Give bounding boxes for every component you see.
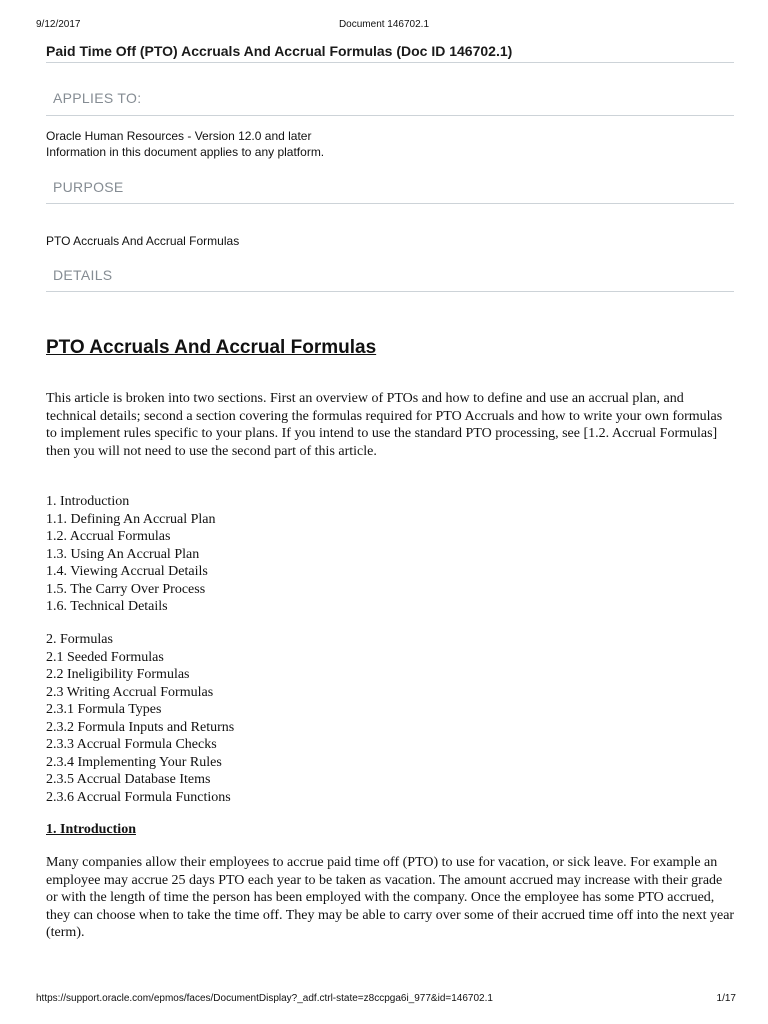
toc-item: 1.5. The Carry Over Process xyxy=(46,581,206,597)
purpose-heading: PURPOSE xyxy=(53,179,124,195)
print-document-label: Document 146702.1 xyxy=(338,19,430,30)
details-divider xyxy=(46,291,734,292)
toc-part-1 xyxy=(46,493,446,616)
applies-to-line: Information in this document applies to any platform. xyxy=(46,145,325,159)
toc-item: 2.3.4 Implementing Your Rules xyxy=(46,754,222,770)
applies-to-divider xyxy=(46,115,734,116)
page-number: 1/17 xyxy=(716,993,736,1004)
toc-item: 2.3.1 Formula Types xyxy=(46,702,162,717)
purpose-divider xyxy=(46,203,734,204)
toc-item: 2. Formulas xyxy=(46,632,113,647)
introduction-heading: 1. Introduction xyxy=(46,822,136,837)
toc-item: 2.3.5 Accrual Database Items xyxy=(46,772,211,787)
toc-item: 1. Introduction xyxy=(46,494,130,509)
toc-item: 2.3.2 Formula Inputs and Returns xyxy=(46,719,235,735)
toc-item: 1.6. Technical Details xyxy=(46,599,168,614)
toc-item: 2.3 Writing Accrual Formulas xyxy=(46,684,214,700)
details-heading: DETAILS xyxy=(53,267,113,283)
article-intro-paragraph: This article is broken into two sections. First an overview of PTOs and how to define and use an accrual plan, and technical details; second a section covering the formulas required for PTO Accruals and how to write your own formulas to implement rules specific to your plans. If you intend to use the standard PTO processing, see [1.2. Accrual Formulas] then you will not need to use the second part of this article. xyxy=(46,391,723,459)
toc-item: 2.2 Ineligibility Formulas xyxy=(46,667,190,682)
purpose-text: PTO Accruals And Accrual Formulas xyxy=(46,234,240,248)
toc-item: 1.2. Accrual Formulas xyxy=(46,529,171,544)
print-date: 9/12/2017 xyxy=(36,19,81,30)
document-title: Paid Time Off (PTO) Accruals And Accrual Formulas (Doc ID 146702.1) xyxy=(46,43,513,59)
print-url: https://support.oracle.com/epmos/faces/DocumentDisplay?_adf.ctrl-state=z8ccpga6i_977&id=146702.1 xyxy=(36,993,493,1004)
applies-to-line: Oracle Human Resources - Version 12.0 and later xyxy=(46,129,312,143)
article-heading: PTO Accruals And Accrual Formulas xyxy=(46,337,377,358)
introduction-paragraph: Many companies allow their employees to accrue paid time off (PTO) to use for vacation, or sick leave. For example an employee may accrue 25 days PTO each year to be taken as vacation. The amount accrued may increase with their grade or with the length of time the person has been employed with the company. Once the employee has some PTO accrued, they can choose when to take the time off. They may be able to carry over some of their accrued time off into the next year (term). xyxy=(46,855,735,940)
applies-to-content xyxy=(46,128,324,160)
applies-to-heading: APPLIES TO: xyxy=(53,90,142,106)
toc-item: 1.3. Using An Accrual Plan xyxy=(46,546,200,562)
toc-item: 1.1. Defining An Accrual Plan xyxy=(46,511,216,527)
title-divider xyxy=(46,62,734,63)
toc-item: 2.3.3 Accrual Formula Checks xyxy=(46,737,217,752)
toc-item: 2.1 Seeded Formulas xyxy=(46,649,164,665)
toc-item: 2.3.6 Accrual Formula Functions xyxy=(46,789,231,805)
toc-item: 1.4. Viewing Accrual Details xyxy=(46,564,208,579)
toc-part-2 xyxy=(46,631,446,806)
